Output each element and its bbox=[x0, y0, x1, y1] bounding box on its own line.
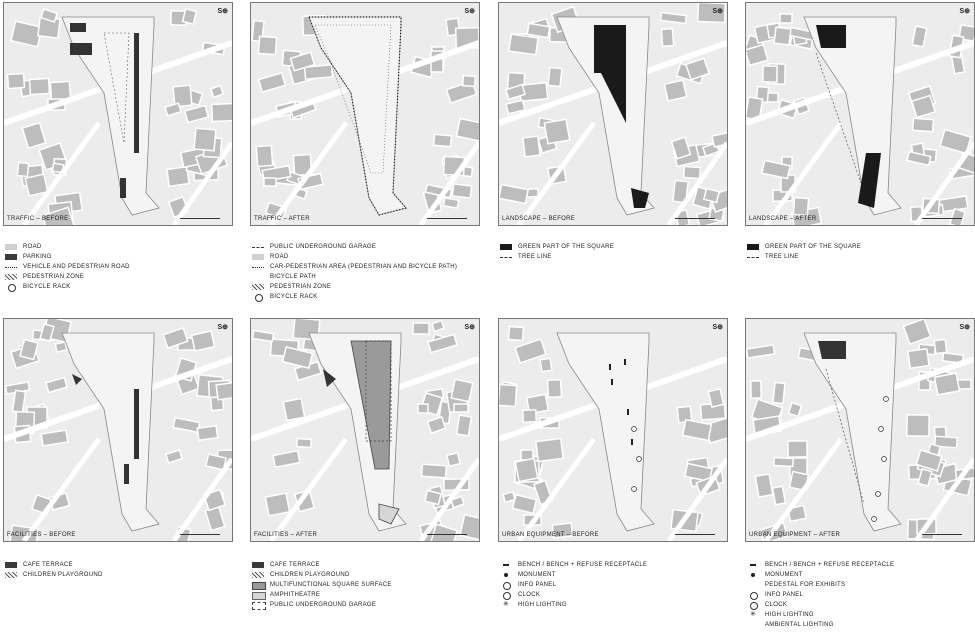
building-block bbox=[264, 178, 276, 186]
legend-label: CAFE TERRACE bbox=[23, 562, 73, 568]
clock-icon bbox=[750, 602, 758, 610]
bicycle-rack-icon bbox=[8, 284, 16, 292]
scale-bar-icon bbox=[427, 531, 467, 535]
legend-label: HIGH LIGHTING bbox=[518, 602, 567, 608]
building-block bbox=[265, 493, 289, 516]
cafe-terrace-swatch-icon bbox=[5, 562, 17, 568]
legend-label: CHILDREN PLAYGROUND bbox=[270, 572, 350, 578]
legend-label: CLOCK bbox=[518, 592, 541, 598]
map-panel-urban-equipment-after bbox=[745, 318, 975, 542]
north-arrow-icon: S⊕ bbox=[712, 8, 723, 15]
dotted-line-icon bbox=[5, 267, 17, 268]
panel-title: TRAFFIC – AFTER bbox=[254, 216, 310, 222]
legend-urban-equipment-after bbox=[745, 560, 973, 630]
legend-label: GREEN PART OF THE SQUARE bbox=[518, 244, 615, 250]
info-panel-icon bbox=[750, 592, 758, 600]
building-block bbox=[793, 198, 808, 216]
legend-label: AMPHITHEATRE bbox=[270, 592, 321, 598]
building-block bbox=[434, 134, 452, 146]
bench-marker bbox=[609, 364, 611, 370]
green-area-swatch-icon bbox=[747, 244, 759, 250]
parking-area bbox=[120, 178, 126, 198]
building-block bbox=[661, 29, 673, 47]
legend-label: MONUMENT bbox=[518, 572, 556, 578]
legend-item bbox=[3, 570, 231, 580]
scale-bar-icon bbox=[180, 531, 220, 535]
map-traffic-before bbox=[4, 3, 232, 225]
building-block bbox=[774, 27, 791, 45]
building-block bbox=[25, 174, 48, 196]
bench-icon bbox=[503, 564, 509, 566]
high-lighting-icon: ✳ bbox=[750, 611, 757, 618]
legend-label: MONUMENT bbox=[765, 572, 803, 578]
map-facilities-before bbox=[4, 319, 232, 541]
parking-area bbox=[134, 33, 139, 153]
legend-item bbox=[498, 560, 726, 570]
map-urban-equipment-after bbox=[746, 319, 974, 541]
legend-item bbox=[250, 570, 478, 580]
legend-item bbox=[745, 590, 973, 600]
high-lighting-icon: ✳ bbox=[503, 601, 510, 608]
building-block bbox=[544, 119, 569, 144]
tree-line-icon bbox=[747, 257, 759, 258]
legend-traffic-after bbox=[250, 242, 478, 302]
panel-title: FACILITIES – AFTER bbox=[254, 532, 318, 538]
dotted-line-icon bbox=[252, 267, 264, 268]
playground-swatch-icon bbox=[5, 572, 17, 578]
tree-line-icon bbox=[500, 257, 512, 258]
building-block bbox=[913, 118, 934, 131]
legend-label: CHILDREN PLAYGROUND bbox=[23, 572, 103, 578]
map-traffic-after bbox=[251, 3, 479, 225]
map-panel-landscape-after bbox=[745, 2, 975, 226]
building-block bbox=[8, 73, 25, 88]
legend-label: PUBLIC UNDERGROUND GARAGE bbox=[270, 602, 377, 608]
building-block bbox=[443, 198, 458, 208]
bench-marker bbox=[624, 359, 626, 365]
panel-title: LANDSCAPE – AFTER bbox=[749, 216, 817, 222]
map-landscape-before bbox=[499, 3, 727, 225]
legend-traffic-before bbox=[3, 242, 231, 292]
building-block bbox=[194, 128, 216, 151]
legend-label: PEDESTRIAN ZONE bbox=[23, 274, 85, 280]
legend-label: MULTIFUNCTIONAL SQUARE SURFACE bbox=[270, 582, 392, 588]
legend-item bbox=[498, 590, 726, 600]
legend-label: HIGH LIGHTING bbox=[765, 612, 814, 618]
multifunctional-swatch-icon bbox=[252, 582, 266, 590]
building-block bbox=[755, 474, 772, 497]
building-block bbox=[447, 453, 460, 466]
dashed-line-icon bbox=[252, 247, 264, 248]
building-block bbox=[934, 339, 947, 353]
legend-item bbox=[250, 272, 478, 282]
info-panel-icon bbox=[503, 582, 511, 590]
legend-label: ROAD bbox=[23, 244, 42, 250]
building-block bbox=[463, 76, 476, 87]
building-block bbox=[422, 464, 447, 478]
map-panel-facilities-before bbox=[3, 318, 233, 542]
legend-label: CAR-PEDESTRIAN AREA (PEDESTRIAN AND BICYCLE PATH) bbox=[270, 264, 458, 270]
legend-label: PEDESTAL FOR EXHIBITS bbox=[765, 582, 846, 588]
building-block bbox=[499, 384, 517, 406]
legend-item bbox=[250, 580, 478, 590]
legend-item bbox=[745, 570, 973, 580]
legend-label: PARKING bbox=[23, 254, 52, 260]
monument-icon bbox=[751, 573, 755, 577]
legend-item bbox=[250, 292, 478, 302]
building-block bbox=[523, 410, 536, 422]
parking-area bbox=[70, 43, 92, 55]
building-block bbox=[191, 331, 214, 351]
legend-label: BICYCLE RACK bbox=[23, 284, 71, 290]
map-panel-facilities-after bbox=[250, 318, 480, 542]
legend-label: BENCH / BENCH + REFUSE RECEPTACLE bbox=[765, 562, 895, 568]
building-block bbox=[773, 486, 786, 504]
monument-icon bbox=[504, 573, 508, 577]
building-block bbox=[509, 34, 538, 55]
legend-item bbox=[498, 580, 726, 590]
map-panel-traffic-after bbox=[250, 2, 480, 226]
map-urban-equipment-before bbox=[499, 319, 727, 541]
legend-item bbox=[498, 570, 726, 580]
building-block bbox=[454, 404, 468, 412]
legend-item bbox=[745, 600, 973, 610]
building-block bbox=[523, 136, 540, 157]
hatch-swatch-icon bbox=[5, 274, 17, 280]
bench-marker bbox=[627, 409, 629, 415]
legend-label: VEHICLE AND PEDESTRIAN ROAD bbox=[23, 264, 130, 270]
legend-facilities-before bbox=[3, 560, 231, 580]
panel-title: URBAN EQUIPMENT – AFTER bbox=[749, 532, 841, 538]
legend-label: CAFE TERRACE bbox=[270, 562, 320, 568]
building-block bbox=[183, 9, 197, 24]
legend-item bbox=[498, 252, 726, 262]
cafe-terrace bbox=[124, 464, 129, 484]
map-landscape-after bbox=[746, 3, 974, 225]
panel-title: TRAFFIC – BEFORE bbox=[7, 216, 69, 222]
building-block bbox=[256, 146, 272, 167]
legend-label: TREE LINE bbox=[518, 254, 552, 260]
legend-landscape-before bbox=[498, 242, 726, 262]
legend-landscape-after bbox=[745, 242, 973, 262]
legend-label: PEDESTRIAN ZONE bbox=[270, 284, 332, 290]
building-block bbox=[548, 67, 562, 86]
building-block bbox=[457, 415, 472, 436]
north-arrow-icon: S⊕ bbox=[959, 8, 970, 15]
map-panel-traffic-before bbox=[3, 2, 233, 226]
legend-item bbox=[498, 600, 726, 610]
legend-label: BICYCLE RACK bbox=[270, 294, 318, 300]
hatch-swatch-icon bbox=[252, 284, 264, 290]
building-block bbox=[451, 379, 473, 401]
legend-item bbox=[250, 262, 478, 272]
legend-label: ROAD bbox=[270, 254, 289, 260]
scale-bar-icon bbox=[675, 215, 715, 219]
legend-label: PUBLIC UNDERGROUND GARAGE bbox=[270, 244, 377, 250]
building-block bbox=[197, 426, 217, 441]
building-block bbox=[258, 36, 276, 54]
legend-item bbox=[3, 252, 231, 262]
legend-label: INFO PANEL bbox=[765, 592, 804, 598]
legend-label: TREE LINE bbox=[765, 254, 799, 260]
green-area bbox=[816, 25, 846, 48]
north-arrow-icon: S⊕ bbox=[464, 324, 475, 331]
map-panel-urban-equipment-before bbox=[498, 318, 728, 542]
legend-label: CLOCK bbox=[765, 602, 788, 608]
bicycle-rack-icon bbox=[255, 294, 263, 302]
north-arrow-icon: S⊕ bbox=[712, 324, 723, 331]
legend-item bbox=[3, 272, 231, 282]
building-block bbox=[17, 163, 28, 177]
bench-icon bbox=[750, 564, 756, 566]
north-arrow-icon: S⊕ bbox=[959, 324, 970, 331]
legend-item bbox=[250, 242, 478, 252]
building-block bbox=[30, 79, 50, 95]
legend-item bbox=[745, 242, 973, 252]
scale-bar-icon bbox=[180, 215, 220, 219]
map-facilities-after bbox=[251, 319, 479, 541]
building-block bbox=[297, 439, 311, 448]
building-block bbox=[780, 14, 792, 23]
building-block bbox=[763, 66, 777, 82]
building-block bbox=[536, 439, 563, 462]
building-block bbox=[540, 358, 552, 371]
cafe-terrace bbox=[134, 389, 139, 459]
legend-item bbox=[250, 560, 478, 570]
north-arrow-icon: S⊕ bbox=[464, 8, 475, 15]
building-block bbox=[216, 381, 232, 400]
building-block bbox=[425, 490, 441, 504]
garage-swatch-icon bbox=[252, 602, 266, 610]
legend-facilities-after bbox=[250, 560, 478, 610]
map-panel-landscape-before bbox=[498, 2, 728, 226]
building-block bbox=[664, 80, 686, 101]
scale-bar-icon bbox=[922, 531, 962, 535]
amphitheatre-swatch-icon bbox=[252, 592, 266, 600]
panel-title: FACILITIES – BEFORE bbox=[7, 532, 76, 538]
legend-item bbox=[250, 282, 478, 292]
road-swatch-icon bbox=[252, 254, 264, 260]
clock-icon bbox=[503, 592, 511, 600]
building-block bbox=[548, 380, 562, 398]
parking-area bbox=[70, 23, 86, 32]
building-block bbox=[212, 104, 232, 122]
building-block bbox=[788, 441, 807, 457]
scale-bar-icon bbox=[675, 531, 715, 535]
legend-urban-equipment-before bbox=[498, 560, 726, 610]
legend-item bbox=[745, 610, 973, 620]
building-block bbox=[55, 342, 67, 352]
legend-label: INFO PANEL bbox=[518, 582, 557, 588]
north-arrow-icon: S⊕ bbox=[217, 324, 228, 331]
green-area-swatch-icon bbox=[500, 244, 512, 250]
building-block bbox=[907, 415, 929, 436]
legend-item bbox=[250, 590, 478, 600]
building-block bbox=[751, 381, 761, 398]
building-block bbox=[452, 184, 471, 198]
legend-label: AMBIENTAL LIGHTING bbox=[765, 622, 834, 628]
panel-title: LANDSCAPE – BEFORE bbox=[502, 216, 576, 222]
legend-item bbox=[3, 242, 231, 252]
building-block bbox=[704, 189, 719, 203]
bench-marker bbox=[631, 439, 633, 445]
legend-label: GREEN PART OF THE SQUARE bbox=[765, 244, 862, 250]
legend-label: BENCH / BENCH + REFUSE RECEPTACLE bbox=[518, 562, 648, 568]
building-block bbox=[527, 23, 549, 37]
building-block bbox=[283, 398, 304, 420]
green-area bbox=[594, 25, 626, 73]
parking-swatch-icon bbox=[5, 254, 17, 260]
building-block bbox=[773, 383, 785, 404]
building-block bbox=[515, 458, 537, 481]
cafe-terrace-swatch-icon bbox=[252, 562, 264, 568]
legend-item bbox=[745, 252, 973, 262]
scale-bar-icon bbox=[922, 215, 962, 219]
legend-item bbox=[250, 600, 478, 610]
legend-item bbox=[745, 620, 973, 630]
building-block bbox=[934, 373, 959, 395]
building-block bbox=[684, 166, 701, 178]
legend-item bbox=[250, 252, 478, 262]
building-block bbox=[908, 349, 929, 368]
legend-item bbox=[3, 282, 231, 292]
monument-area bbox=[818, 341, 846, 359]
legend-item bbox=[745, 560, 973, 570]
playground-swatch-icon bbox=[252, 572, 264, 578]
building-block bbox=[509, 327, 524, 341]
legend-item bbox=[3, 560, 231, 570]
panel-title: URBAN EQUIPMENT – BEFORE bbox=[502, 532, 599, 538]
legend-item bbox=[3, 262, 231, 272]
legend-item bbox=[498, 242, 726, 252]
north-arrow-icon: S⊕ bbox=[217, 8, 228, 15]
building-block bbox=[708, 389, 723, 407]
building-block bbox=[503, 492, 515, 502]
building-block bbox=[418, 404, 428, 413]
building-block bbox=[774, 458, 793, 467]
scale-bar-icon bbox=[427, 215, 467, 219]
bench-marker bbox=[611, 379, 613, 385]
road-swatch-icon bbox=[5, 244, 17, 250]
legend-label: BICYCLE PATH bbox=[270, 274, 317, 280]
building-block bbox=[413, 323, 429, 334]
legend-item bbox=[745, 580, 973, 590]
